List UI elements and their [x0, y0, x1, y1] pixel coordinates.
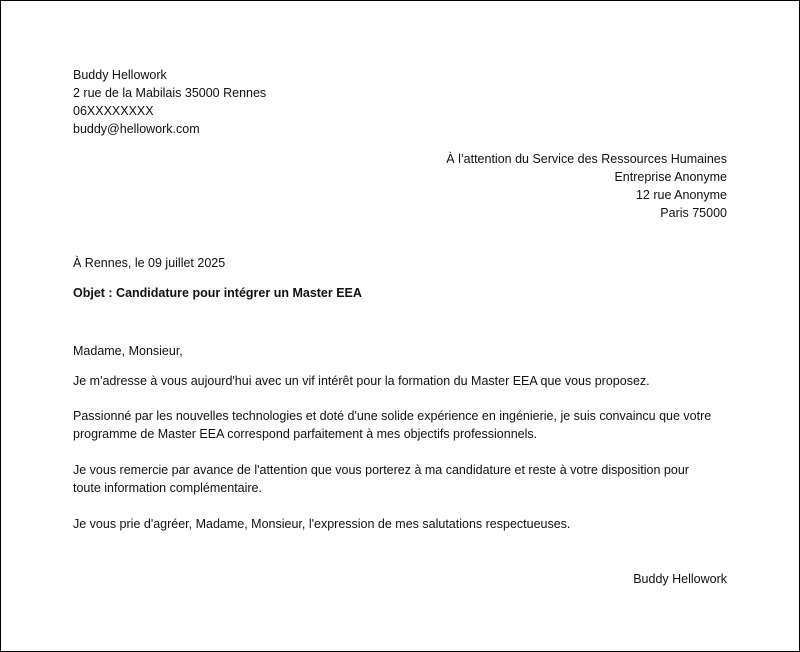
date-line: À Rennes, le 09 juillet 2025 — [73, 256, 226, 270]
body-paragraph-4: Je vous prie d'agréer, Madame, Monsieur, l'expression de mes salutations respectueuses. — [73, 517, 571, 531]
recipient-city: Paris 75000 — [660, 206, 727, 220]
body-paragraph-2-line-1: Passionné par les nouvelles technologies et doté d'une solide expérience en ingénierie, je suis convaincu que votre — [73, 409, 712, 423]
body-paragraph-3-line-1: Je vous remercie par avance de l'attention que vous porterez à ma candidature et reste à votre disposition pour — [73, 463, 689, 477]
recipient-street: 12 rue Anonyme — [635, 188, 727, 202]
body-paragraph-3-line-2: toute information complémentaire. — [73, 481, 262, 495]
subject-line: Objet : Candidature pour intégrer un Master EEA — [73, 286, 362, 300]
sender-email: buddy@hellowork.com — [73, 122, 200, 136]
recipient-company: Entreprise Anonyme — [614, 170, 727, 184]
sender-name: Buddy Hellowork — [73, 68, 167, 82]
sender-phone: 06XXXXXXXX — [73, 104, 154, 118]
body-paragraph-2-line-2: programme de Master EEA correspond parfaitement à mes objectifs professionnels. — [73, 427, 538, 441]
sender-address: 2 rue de la Mabilais 35000 Rennes — [73, 86, 267, 100]
signature: Buddy Hellowork — [633, 572, 727, 586]
recipient-attention: À l’attention du Service des Ressources Humaines — [446, 152, 727, 166]
salutation: Madame, Monsieur, — [73, 344, 183, 358]
body-paragraph-1: Je m'adresse à vous aujourd'hui avec un vif intérêt pour la formation du Master EEA que vous proposez. — [73, 374, 650, 388]
